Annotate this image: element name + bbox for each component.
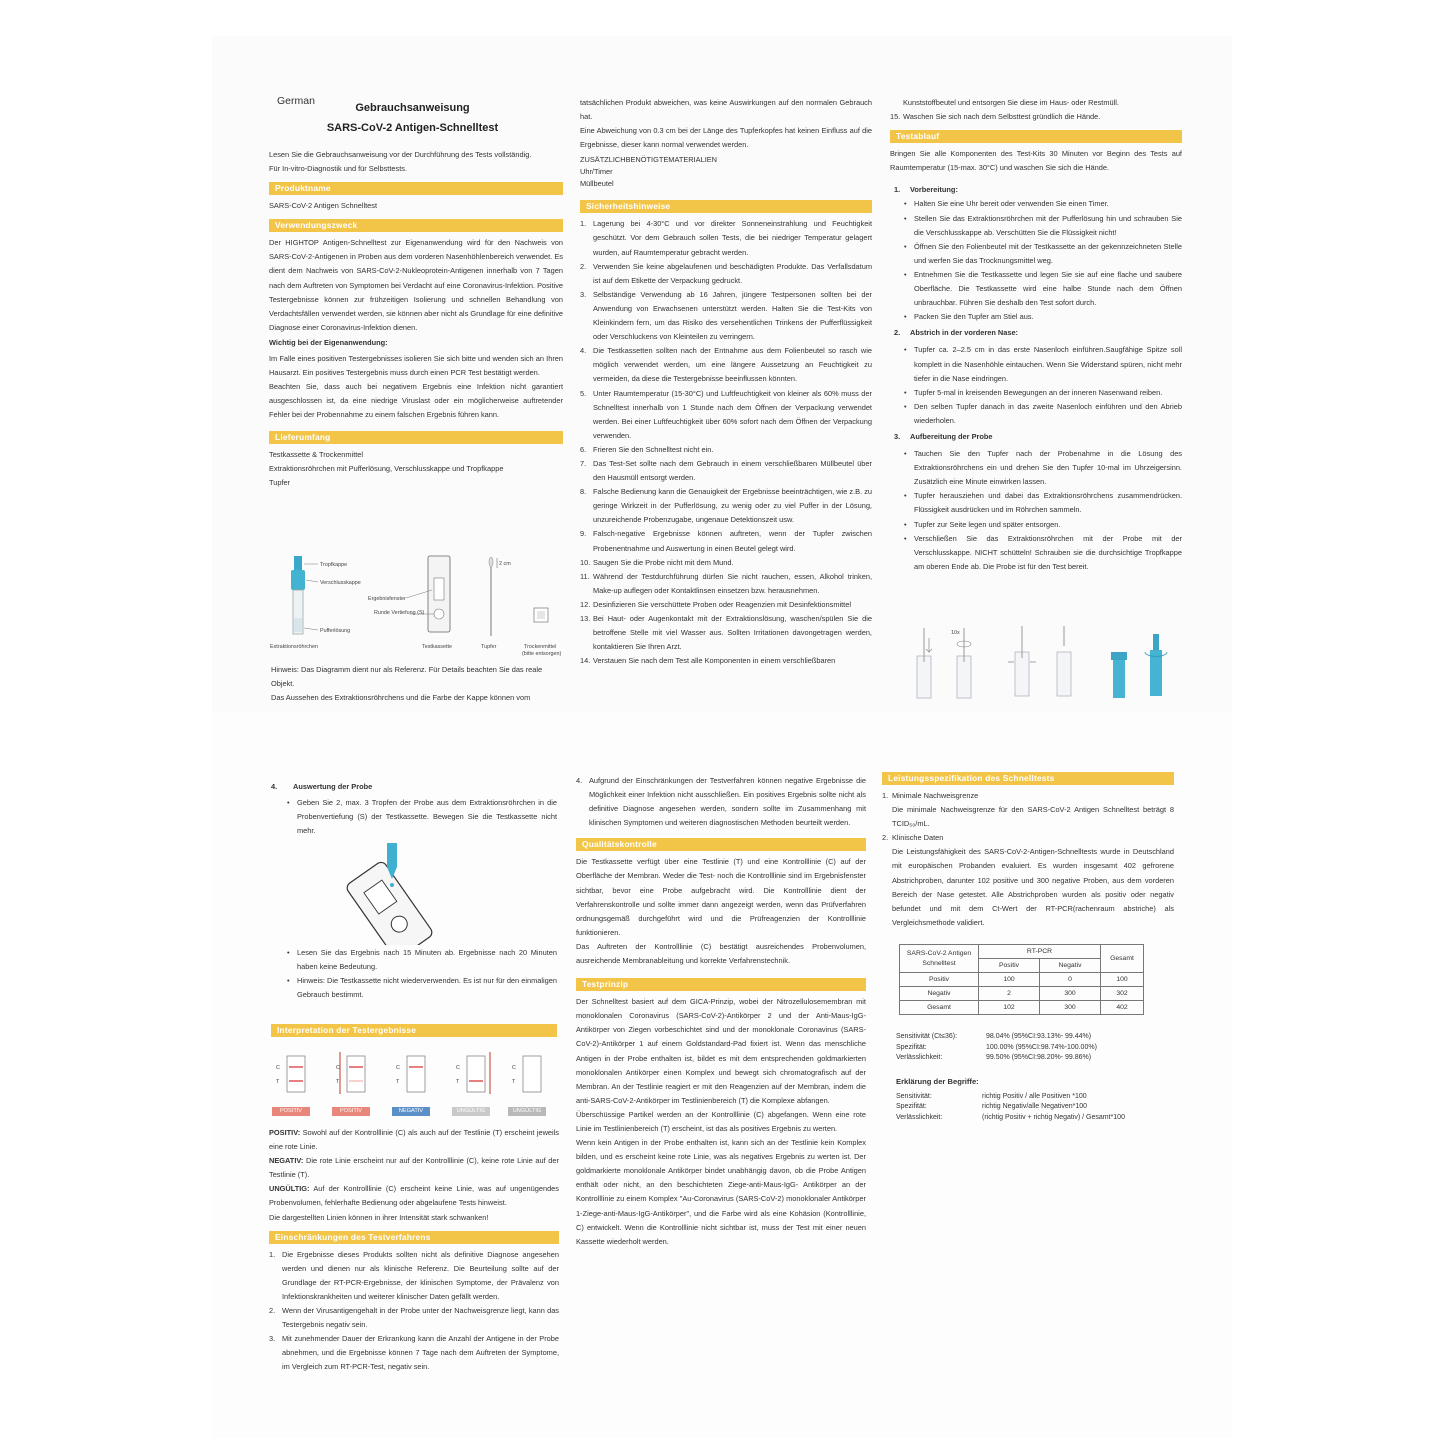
result-label-positiv: POSITIV [332, 1107, 370, 1116]
hinweis-text: Hinweis: Das Diagramm dient nur als Referenz. Für Details beachten Sie das reale Objekt. [271, 665, 543, 689]
step-item: • Geben Sie 2, max. 3 Tropfen der Probe aus dem Extraktionsröhrchen in die Probenvertiefung (S) der Testkassette. Bewegen Sie die Testkassette nicht mehr. [285, 796, 557, 838]
sicherheit-item: 12. Desinfizieren Sie verschüttete Proben oder Reagenzien mit Desinfektionsmittel [580, 599, 851, 609]
step-4-heading: 4. Auswertung der Probe [271, 782, 373, 791]
page2-column-1-cont [271, 946, 557, 1041]
label-10x: 10x [951, 630, 960, 636]
table-sub-header: Negativ [1040, 959, 1101, 973]
einschraenkungen-heading: Einschränkungen des Testverfahrens [269, 1231, 559, 1244]
testprinzip-paragraph-1: Der Schnelltest basiert auf dem GICA-Prinzip, wobei der Nitrozellulosemembran mit monoklonalen Coronavirus (SARS-CoV-2)-Antikörper 2 und der Anti-Maus-IgG-Antikörper von Ziegen vorbeschichtet sind und der monoklonale Coronavirus (SARS- CoV-2)-Antikörper 1 auf einem Goldstandard-Pad fixiert ist. Wenn das menschliche Antigen in der Probe enthalten ist, bildet es mit dem entsprechenden goldmarkierten monoklonalen Antikörper einen Komplex und bewegt sich chromatografisch auf der Membran. An der Testlinie reagiert er mit den Reagenzien auf der Membran, indem die anti-SARS-CoV-2-Antikörper im Testlinienbereich (T) die Komplexe abfangen. [576, 997, 866, 1105]
sicherheit-item: 9. Falsch-negative Ergebnisse können auftreten, wenn der Tupfer zwischen Probenentnahme und Auswertung in einen Beutel gelegt wird. [580, 529, 872, 553]
step-item: • Stellen Sie das Extraktionsröhrchen mit der Pufferlösung hin und schrauben Sie die Verschlusskappe ab. Verschütten Sie die Flüssigkeit nicht! [902, 212, 1182, 240]
step-2-heading: 2. Abstrich in der vorderen Nase: [894, 328, 1019, 338]
step-item: • Tauchen Sie den Tupfer nach der Probenahme in die Lösung des Extraktionsröhrchens ein und drehen Sie den Tupfer 10-mal im Uhrzeigersinn. Zusätzlich eine Minute einwirken lassen. [902, 447, 1182, 489]
stat-row: Verlässlichkeit: 99.50% (95%CI:98.20%- 99.86%) [896, 1054, 1092, 1061]
svg-text:C: C [396, 1065, 400, 1071]
diagram-note [271, 663, 565, 705]
lieferumfang-item: Testkassette & Trockenmittel [269, 449, 364, 459]
begriffe-block [896, 1077, 1176, 1123]
sicherheit-heading: Sicherheitshinweise [580, 200, 872, 213]
leistung-item-1-text: Die minimale Nachweisgrenze für den SARS-CoV-2 Antigen Schnelltest beträgt 8 TCID₅₀/mL. [892, 805, 1174, 829]
step-2-list [890, 343, 1182, 428]
step-item: • Lesen Sie das Ergebnis nach 15 Minuten ab. Ergebnisse nach 20 Minuten haben keine Bedeutung. [285, 946, 557, 974]
lieferumfang-item: Tupfer [269, 477, 291, 487]
result-cassette [452, 1050, 496, 1094]
result-label-ungueltig: UNGÜLTIG [508, 1107, 546, 1116]
begriff-row: Sensitivität: richtig Positiv / alle Positiven *100 [896, 1092, 1087, 1100]
sicherheit-item: 13. Bei Haut- oder Augenkontakt mit der Extraktionslösung, waschen/spülen Sie die betroffene Stelle mit viel Wasser aus. Sollten Irritationen davongetragen werden, kontaktieren Sie Ihren Arzt. [580, 614, 872, 652]
interpretation-text [269, 1126, 559, 1375]
intro-line-2: Für In-vitro-Diagnostik und für Selbsttests. [269, 164, 408, 174]
svg-text:T: T [396, 1079, 400, 1085]
verwendung-heading: Verwendungszweck [269, 219, 563, 232]
label-2cm: 2 cm [499, 561, 511, 567]
sicherheit-item: 6. Frieren Sie den Schnelltest nicht ein. [580, 444, 714, 454]
result-cassette [508, 1050, 552, 1094]
table-rtpcr-header: RT-PCR [979, 945, 1101, 959]
svg-text:T: T [276, 1079, 280, 1085]
sicherheit-item: 5. Unter Raumtemperatur (15-30°C) und Luftfeuchtigkeit von kleiner als 60% muss der Schnelltest innerhalb von 1 Stunde nach dem Öffnen der Verpackung verwendet werden. Bei einer Luftfeuchtigkeit über 60% sofort nach dem Öffnen der Verpackung verwenden. [580, 388, 872, 440]
table-gesamt-header: Gesamt [1101, 945, 1144, 973]
leistung-heading: Leistungsspezifikation des Schnelltests [882, 772, 1174, 785]
sicherheit-item: 7. Das Test-Set sollte nach dem Gebrauch in einem verschließbaren Müllbeutel über den Hausmüll entsorgt werden. [580, 458, 872, 483]
sicherheit-item: 2. Verwenden Sie keine abgelaufenen und beschädigten Produkte. Das Verfallsdatum ist auf dem Etikette der Verpackung gedruckt. [580, 261, 872, 285]
step-item: • Tupfer herausziehen und dabei das Extraktionsröhrchens zusammendrücken. Flüssigkeit ausdrücken und im Röhrchen sammeln. [902, 489, 1182, 517]
qualitaet-paragraph-1: Die Testkassette verfügt über eine Testlinie (T) und eine Kontrolllinie (C) auf der Oberfläche der Membran. Weder die Test- noch die Kontrolllinie sind im Ergebnisfenster sichtbar, bevor eine Probe aufgebracht wird. Die Kontrolllinie dient der Verfahrenskontrolle und sollte immer dann angezeigt werden, wenn das Prüfverfahren ordnungsgemäß durchgeführt wird und die Prüfreagenzien der Kontrolllinie funktionieren. [576, 857, 866, 937]
language-label: German [277, 95, 315, 107]
sicherheit-item: 10. Saugen Sie die Probe nicht mit dem Mund. [580, 557, 734, 567]
sicherheit-item: 4. Die Testkassetten sollten nach der Entnahme aus dem Folienbeutel so rasch wie möglich verwendet werden, um eine längere Aussetzung an Feuchtigkeit zu vermeiden, da diese die Testergebnisse beeinflussen könnten. [580, 346, 872, 384]
begriffe-heading: Erklärung der Begriffe: [896, 1077, 979, 1086]
lieferumfang-heading: Lieferumfang [269, 431, 563, 444]
step-item: • Hinweis: Die Testkassette nicht wiederverwenden. Es ist nur für den einmaligen Gebrauch bestimmt. [285, 974, 557, 1002]
step-item: • Tupfer ca. 2–2.5 cm in das erste Nasenloch einführen.Saugfähige Spitze soll komplett in die Nasenhöhle eintauchen. Wenn Sie Widerstand spüren, nicht mehr tiefer in die Nase eindringen. [902, 343, 1182, 385]
intensity-note: Die dargestellten Linien können in ihrer Intensität stark schwanken! [269, 1212, 489, 1222]
result-cassette [332, 1050, 376, 1094]
step-item: • Öffnen Sie den Folienbeutel mit der Testkassette an der gekennzeichneten Stelle und werfen Sie das Trocknungsmittel weg. [902, 240, 1182, 268]
leistung-item-2-text: Die Leistungsfähigkeit des SARS-CoV-2-Antigen-Schnelltests wurde in Deutschland mit europäischen Probanden evaluiert. Es wurden insgesamt 402 gefrorene Abstrichproben, darunter 102 positive und 300 negative Proben, aus dem vorderen Bereich der Nase getestet. Alle Abstrichproben wurden als positiv oder negativ befundet und mit dem Ct-Wert der RT-PCR(rachenraum abstriche) als Vergleichsmethode validiert. [892, 847, 1174, 927]
document-subtitle: SARS-CoV-2 Antigen-Schnelltest [326, 122, 499, 134]
result-example-ungueltig-2 [508, 1050, 552, 1116]
statistics-block [896, 1032, 1176, 1064]
result-example-ungueltig-1 [452, 1050, 496, 1116]
sicherheit-item: 3. Selbständige Verwendung ab 16 Jahren, jüngere Testpersonen sollten bei der Anwendung von Erwachsenen unterstützt werden. Halten Sie die Test-Kits von Kleinkindern fern, um das Risiko des versehentlichen Trinkens der Pufferflüssigkeit oder Verschluckens von Kleinteilen zu verringern. [580, 289, 872, 342]
sicherheit-item-15: 15. Waschen Sie sich nach dem Selbsttest gründlich die Hände. [890, 112, 1101, 122]
col3-top-line: Kunststoffbeutel und entsorgen Sie diese im Haus- oder Restmüll. [903, 98, 1119, 107]
result-example-negativ [392, 1050, 436, 1116]
tube-step-3 [1008, 626, 1036, 696]
page2-column-2 [576, 774, 866, 1249]
testprinzip-paragraph-3: Wenn kein Antigen in der Probe enthalten ist, kann sich an der Testlinie kein Komplex bilden, und es erscheint keine rote Linie, was als negatives Ergebnis zu werten ist. Der goldmarkierte monoklonale Antikörper bindet unabhängig davon, ob die Probe Antigen enthält oder nicht, an den beschichteten Ziege-anti-Maus-IgG- Antikörper an der Kontrolllinie zu einem Komplex "Au-Coronavirus (SARS-CoV-2) monoklonaler Antikörper 1-Ziege-anti-Maus-IgG-Antikörper", und die Farbe wird als eine Kohäsion (Kontrolllinie, C) entwickelt. Wenn die Kontrolllinie nicht sichtbar ist, muss der Test mit einer neuen Kassette wiederholt werden. [576, 1138, 866, 1246]
testablauf-heading: Testablauf [890, 130, 1182, 143]
testprinzip-heading: Testprinzip [576, 978, 866, 991]
interpretation-heading: Interpretation der Testergebnisse [271, 1024, 557, 1037]
produktname-heading: Produktname [269, 182, 563, 195]
step-item: • Tupfer 5-mal in kreisenden Bewegungen an der inneren Nasenwand reiben. [902, 386, 1182, 400]
zusatz-item: Uhr/Timer [580, 167, 613, 177]
label-tupfer: Tupfer [481, 644, 497, 650]
step-3-heading: 3. Aufbereitung der Probe [894, 431, 993, 441]
tube-step-1 [917, 628, 932, 698]
clinical-data-table [899, 944, 1144, 1015]
sicherheit-item: 1. Lagerung bei 4-30°C und vor direkter Sonneneinstrahlung und Feuchtigkeit geschützt. Vor dem Gebrauch sollen Tests, die bei niedriger Temperatur gelagert wurden, auf Raumtemperatur gebracht werden. [580, 219, 872, 257]
table-row: Positiv 100 0 100 [900, 973, 1144, 987]
label-testkassette: Testkassette [422, 644, 452, 650]
einschraenkung-item: 1. Die Ergebnisse dieses Produkts sollten nicht als definitive Diagnose angesehen werden und dienen nur als klinische Referenz. Die Beurteilung sollte auf der Grundlage der RT-PCR-Ergebnisse, der klinischen Symptome, der Prävalenz von Infektionskrankheiten und weiterer klinischer Daten gefällt werden. [269, 1249, 559, 1301]
label-tropfkappe: Tropfkappe [320, 562, 348, 568]
wichtig-paragraph-1: Im Falle eines positiven Testergebnisses isolieren Sie sich bitte und wenden sich an Ihren Hausarzt. Ein positives Testergebnis muss durch einen PCR Test bestätigt werden. [269, 354, 563, 378]
svg-text:C: C [336, 1065, 340, 1071]
page2-column-1 [271, 778, 557, 838]
begriff-row: Verlässlichkeit: (richtig Positiv + richtig Negativ) / Gesamt*100 [896, 1113, 1125, 1121]
begriff-row: Spezifität: richtig Negativ/alle Negativen*100 [896, 1103, 1088, 1110]
step-4-list-a [271, 796, 557, 838]
step-1-heading: 1. Vorbereitung: [894, 185, 958, 195]
svg-text:C: C [276, 1065, 280, 1071]
svg-text:T: T [512, 1079, 516, 1085]
testablauf-intro: Bringen Sie alle Komponenten des Test-Kits 30 Minuten vor Beginn des Tests auf Raumtemperatur (15-max. 30°C) und waschen Sie sich die Hände. [890, 149, 1182, 173]
result-label-ungueltig: UNGÜLTIG [452, 1107, 490, 1116]
einschraenkung-item: 2. Wenn der Virusantigengehalt in der Probe unter der Nachweisgrenze liegt, kann das Testergebnis negativ sein. [269, 1306, 559, 1330]
label-verschlusskappe: Verschlusskappe [320, 580, 361, 586]
label-trockenmittel: Trockenmittel [524, 644, 557, 650]
table-corner-header: SARS-CoV-2 Antigen Schnelltest [900, 945, 979, 973]
page2-column-3 [882, 772, 1174, 930]
wichtig-paragraph-2: Beachten Sie, dass auch bei negativem Ergebnis eine Infektion nicht garantiert ausgeschlossen ist, da eine niedrige Viruslast oder ein möglicherweise auftretender Fehler bei der Probennahme zu einem falschen Ergebnis führen kann. [269, 382, 563, 420]
sicherheit-item: 11. Während der Testdurchführung dürfen Sie nicht rauchen, essen, Alkohol trinken, Make-up auflegen oder Kontaktlinsen einsetzen bzw. herausnehmen. [580, 571, 872, 595]
testprinzip-paragraph-2: Überschüssige Partikel werden an der Kontrolllinie (C) abgefangen. Wenn eine rote Linie im Testlinienbereich (T) erscheint, ist das als positives Ergebnis zu werten. [576, 1109, 866, 1133]
step-3-list [890, 447, 1182, 574]
page1-column-2 [580, 96, 872, 668]
document-title: Gebrauchsanweisung [355, 102, 470, 114]
tube-step-5 [1111, 634, 1167, 698]
table-sub-header: Positiv [979, 959, 1040, 973]
result-label-positiv: POSITIV [272, 1107, 310, 1116]
zusatz-item: Müllbeutel [580, 179, 614, 189]
result-example-positiv-2 [332, 1050, 376, 1116]
result-example-positiv-1 [272, 1050, 316, 1116]
contents-diagram [266, 550, 566, 660]
tube-step-2 [957, 628, 971, 698]
einschraenkung-item: 3. Mit zunehmender Dauer der Erkrankung kann die Anzahl der Antigene in der Probe abnehmen, und die Ergebnisse können 7 Tage nach dem Auftreten der Symptome, im Vergleich zum RT-PCR-Test, negativ sein. [269, 1334, 559, 1372]
col2-paragraph-2: Eine Abweichung von 0.3 cm bei der Länge des Tupferkopfes hat keinen Einfluss auf die Ergebnisse, dieser kann normal verwendet werden. [580, 126, 872, 150]
qualitaet-paragraph-2: Das Auftreten der Kontrolllinie (C) bestätigt ausreichendes Probenvolumen, ausreichende Membranableitung und korrekte Verfahrenstechnik. [576, 941, 866, 966]
step-item: • Den selben Tupfer danach in das zweite Nasenloch einführen und den Abrieb wiederholen. [902, 400, 1182, 428]
dropping-sample-illustration [335, 835, 435, 945]
svg-text:T: T [456, 1079, 460, 1085]
svg-text:T: T [336, 1079, 340, 1085]
stat-row: Spezifität: 100.00% (95%CI:98.74%-100.00%) [896, 1043, 1097, 1051]
intro-line-1: Lesen Sie die Gebrauchsanweisung vor der Durchführung des Tests vollständig. [269, 150, 532, 159]
svg-text:C: C [456, 1065, 460, 1071]
step-item: • Tupfer zur Seite legen und später entsorgen. [902, 518, 1182, 532]
ungueltig-explanation: UNGÜLTIG: Auf der Kontrolllinie (C) erscheint keine Linie, was auf ungenügendes Probenvolumen, fehlerhafte Bedienung oder abgelaufene Tests hinweist. [269, 1184, 559, 1208]
result-cassette [392, 1050, 436, 1094]
positiv-explanation: POSITIV: Sowohl auf der Kontrolllinie (C) als auch auf der Testlinie (T) erscheint jeweils eine rote Linie. [269, 1128, 559, 1152]
table-row: Negativ 2 300 302 [900, 987, 1144, 1001]
swab-illustration [489, 557, 497, 636]
label-bitte-entsorgen: (bitte entsorgen) [522, 651, 562, 657]
produktname-text: SARS-CoV-2 Antigen Schnelltest [269, 201, 378, 211]
leistung-item-2-heading: 2. Klinische Daten [882, 833, 944, 843]
einschraenkung-item: 4. Aufgrund der Einschränkungen der Testverfahren können negative Ergebnisse die Möglichkeit einer Infektion nicht ausschließen. Ein positives Ergebnis sollte nicht als definitive Diagnose angesehen werden, sondern sollte im Zusammenhang mit klinischen Symptomen und weiteren diagnostischen Methoden beurteilt werden. [576, 776, 866, 828]
step-item: • Halten Sie eine Uhr bereit oder verwenden Sie einen Timer. [902, 197, 1182, 211]
zusatz-heading: ZUSÄTZLICHBENÖTIGTEMATERIALIEN [580, 155, 718, 165]
step-1-list [890, 197, 1182, 324]
result-label-negativ: NEGATIV [392, 1107, 430, 1116]
wichtig-heading: Wichtig bei der Eigenanwendung: [269, 337, 388, 347]
aussehen-text: Das Aussehen des Extraktionsröhrchens und die Farbe der Kappe können vom [271, 693, 531, 703]
result-examples [272, 1050, 558, 1114]
sample-preparation-diagram [905, 622, 1175, 704]
sicherheit-item: 8. Falsche Bedienung kann die Genauigkeit der Ergebnisse beeinträchtigen, wie z.B. zu geringe Wirkzeit in der Pufferlösung, zu wenig oder zu viel Puffer in der Lösung, unzureichende Probenzugabe, ungenaue Detektionszeit usw. [580, 487, 872, 525]
step-item: • Packen Sie den Tupfer am Stiel aus. [902, 310, 1182, 324]
lieferumfang-item: Extraktionsröhrchen mit Pufferlösung, Verschlusskappe und Tropfkappe [269, 463, 504, 473]
step-item: • Verschließen Sie das Extraktionsröhrchen mit der Probe mit der Verschlusskappe. NICHT schütteln! Schrauben sie die durchsichtige Tropfkappe am oberen Ende ab. Die Probe ist für den Test bereit. [902, 532, 1182, 574]
negativ-explanation: NEGATIV: Die rote Linie erscheint nur auf der Kontrolllinie (C), keine rote Linie auf der Testlinie (T). [269, 1156, 559, 1180]
desiccant-illustration [534, 608, 548, 622]
leistung-item-1-heading: 1. Minimale Nachweisgrenze [882, 791, 979, 800]
result-cassette [272, 1050, 316, 1094]
step-4-list-b [271, 946, 557, 1002]
stat-row: Sensitivität (Ct≤36): 98.04% (95%CI:93.13%- 99.44%) [896, 1033, 1092, 1040]
label-extraktionsroehrchen: Extraktionsröhrchen [270, 644, 318, 650]
label-runde-vertiefung: Runde Vertiefung (S) [374, 610, 425, 616]
test-cassette-illustration [406, 556, 450, 632]
svg-text:C: C [512, 1065, 516, 1071]
page1-column-1 [269, 148, 563, 490]
verwendung-text: Der HIGHTOP Antigen-Schnelltest zur Eigenanwendung wird für den Nachweis von SARS-CoV-2-Antigenen in Proben aus dem vorderen Nasenhöhlenbereich verwendet. Es dient dem Nachweis von SARS-CoV-2-Nukleoprotein-Antigenen innerhalb von 7 Tagen nach dem Auftreten von Symptomen bei Verdacht auf eine Coronavirus-Infektion. Positive Testergebnisse können zur frühzeitigen Isolierung und schnellen Behandlung von Verdachtsfällen verwendet werden, sie können aber nicht als Grundlage für eine definitive Diagnose einer Coronavirus-Infektion dienen. [269, 238, 563, 332]
col2-paragraph-1: tatsächlichen Produkt abweichen, was keine Auswirkungen auf den normalen Gebrauch hat. [580, 98, 872, 122]
tube-step-4 [1057, 626, 1071, 696]
page1-column-3 [890, 96, 1182, 574]
table-row: Gesamt 102 300 402 [900, 1001, 1144, 1015]
extraction-tube-illustration [291, 556, 318, 634]
qualitaet-heading: Qualitätskontrolle [576, 838, 866, 851]
label-ergebnisfenster: Ergebnisfenster [368, 596, 406, 602]
step-item: • Entnehmen Sie die Testkassette und legen Sie sie auf eine flache und saubere Oberfläche. Die Testkassette wird eine halbe Stunde nach dem Öffnen unbrauchbar. Führen Sie deshalb den Test sofort durch. [902, 268, 1182, 310]
sicherheit-item: 14. Verstauen Sie nach dem Test alle Komponenten in einem verschließbaren [580, 656, 836, 666]
label-pufferloesung: Pufferlösung [320, 628, 351, 634]
